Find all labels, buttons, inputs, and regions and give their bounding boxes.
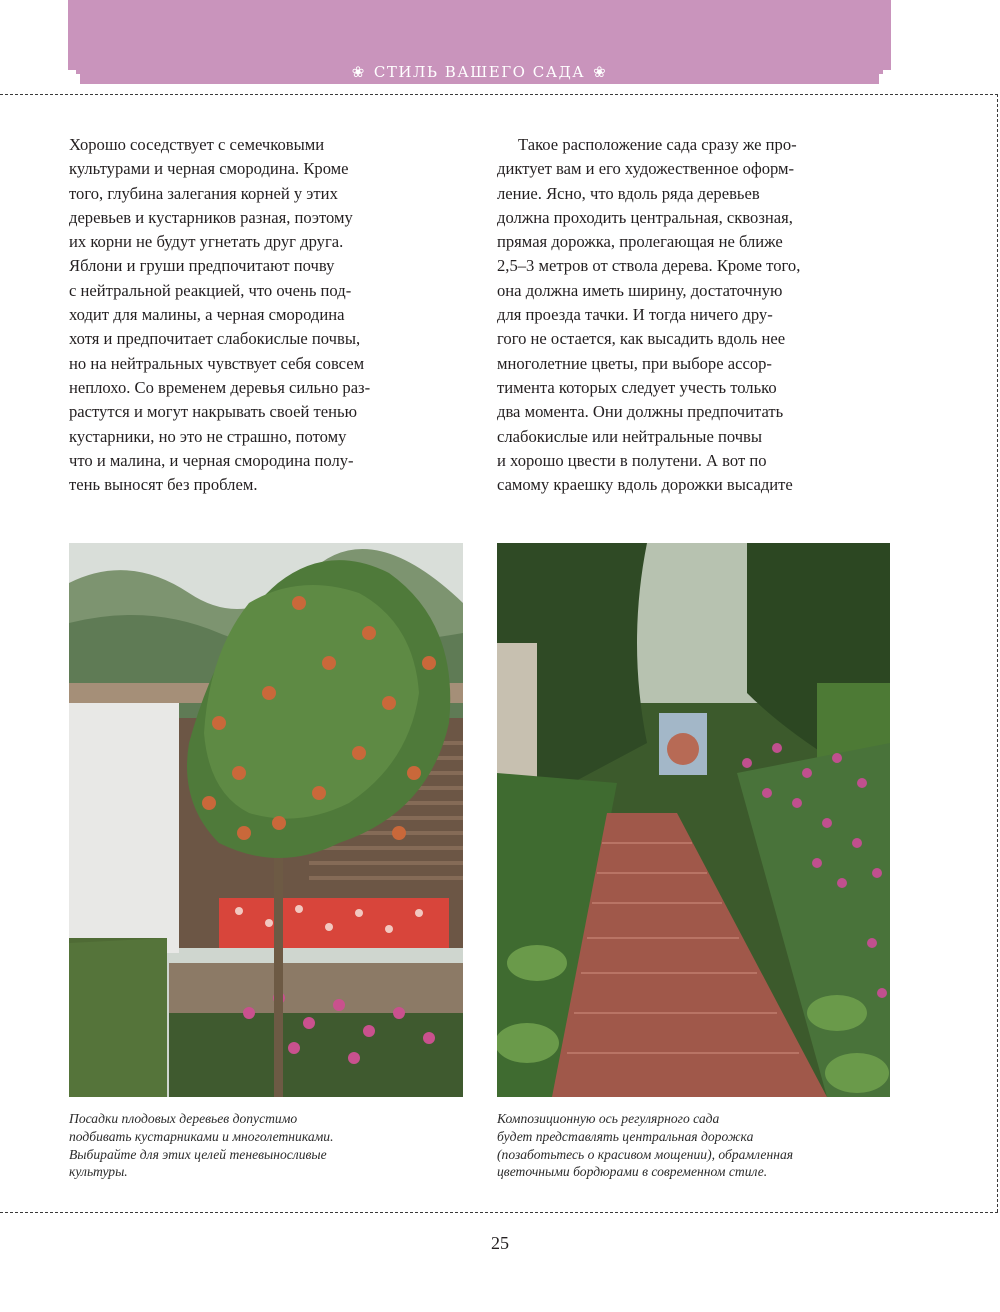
text-line: того, глубина залегания корней у этих (69, 183, 338, 203)
ornament-flower-icon: ❀ (593, 63, 608, 81)
text-line: Такое расположение сада сразу же про- (518, 135, 797, 154)
frame-bottom-rule (0, 1212, 998, 1213)
text-line: неплохо. Со временем деревья сильно раз- (69, 377, 371, 397)
text-line: два момента. Они должны предпочитать (497, 402, 784, 422)
text-line: тень выносят без проблем. (69, 475, 258, 495)
text-line: Хорошо соседствует с семечковыми (69, 135, 325, 154)
text-line: ление. Ясно, что вдоль ряда деревьев (497, 183, 760, 203)
right-photo-caption (497, 1110, 793, 1181)
text-line: что и малина, и черная смородина полу- (69, 450, 354, 470)
text-line: тимента которых следует учесть только (497, 377, 777, 397)
text-line: 2,5–3 метров от ствола дерева. Кроме того, (497, 256, 801, 276)
caption-line: Выбирайте для этих целей теневыносливые (69, 1146, 327, 1162)
text-line: культурами и черная смородина. Кроме (69, 159, 349, 179)
text-line: хотя и предпочитает слабокислые почвы, (69, 329, 361, 349)
text-line: растутся и могут накрывать своей тенью (69, 402, 358, 422)
text-line: и хорошо цвести в полутени. А вот по (497, 450, 767, 470)
text-line: Яблони и груши предпочитают почву (69, 256, 335, 276)
text-line: она должна иметь ширину, достаточную (497, 280, 783, 300)
left-photo-caption (69, 1110, 334, 1181)
text-line: деревьев и кустарников разная, поэтому (69, 207, 353, 227)
text-line: их корни не будут угнетать друг друга. (69, 232, 344, 252)
caption-line: Композиционную ось регулярного сада (497, 1111, 720, 1126)
caption-line: будет представлять центральная дорожка (497, 1128, 754, 1144)
text-line: с нейтральной реакцией, что очень под- (69, 280, 352, 300)
text-line: кустарники, но это не страшно, потому (69, 426, 347, 446)
text-line: прямая дорожка, пролегающая не ближе (497, 232, 783, 252)
caption-line: цветочными бордюрами в современном стиле. (497, 1164, 768, 1180)
apple-tree-photo (69, 543, 463, 1097)
frame-top-rule (0, 94, 998, 95)
text-line: должна проходить центральная, сквозная, (497, 207, 793, 227)
caption-line: (позаботьтесь о красивом мощении), обрамленная (497, 1146, 794, 1162)
text-line: но на нейтральных чувствует себя совсем (69, 353, 365, 373)
ornament-flower-icon: ❀ (351, 63, 366, 81)
header-title-text: СТИЛЬ ВАШЕГО САДА (373, 63, 586, 81)
text-line: слабокислые или нейтральные почвы (497, 426, 763, 446)
text-line: многолетние цветы, при выборе ассор- (497, 353, 772, 373)
running-header (68, 60, 891, 84)
right-text-column (497, 133, 889, 497)
page-number: 25 (491, 1233, 509, 1253)
caption-line: Посадки плодовых деревьев допустимо (69, 1111, 298, 1126)
frame-right-rule (997, 94, 998, 1212)
caption-line: подбивать кустарниками и многолетниками. (69, 1128, 334, 1144)
text-line: ходит для малины, а черная смородина (69, 305, 345, 325)
text-line: самому краешку вдоль дорожки высадите (497, 475, 793, 495)
garden-path-photo (497, 543, 890, 1097)
text-line: для проезда тачки. И тогда ничего дру- (497, 305, 773, 325)
caption-line: культуры. (69, 1164, 128, 1180)
left-text-column (69, 133, 434, 497)
text-line: диктует вам и его художественное оформ- (497, 159, 795, 179)
text-line: гого не остается, как высадить вдоль нее (497, 329, 786, 349)
